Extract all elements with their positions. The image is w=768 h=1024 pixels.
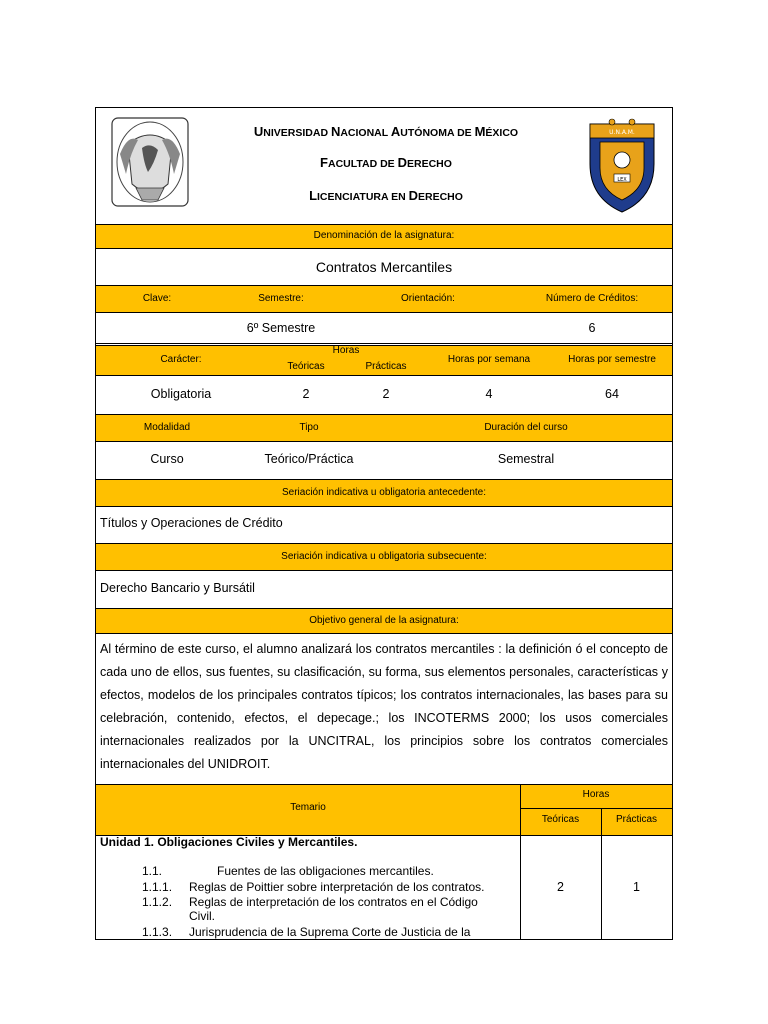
horas-label: Horas — [332, 345, 360, 356]
item-text-continued: Civil. — [189, 909, 215, 923]
facultad-shield — [586, 118, 658, 214]
objetivo-band — [96, 608, 672, 634]
semestre-label: Semestre: — [258, 293, 304, 304]
modalidad-value: Curso — [150, 452, 184, 466]
horas-semana-label: Horas por semana — [447, 354, 531, 365]
horas-subheader-divider — [520, 808, 672, 809]
item-number: 1.1.2. — [142, 895, 173, 909]
orientacion-label: Orientación: — [401, 293, 455, 304]
seriacion-antecedente-label: Seriación indicativa u obligatoria antecedente: — [281, 487, 487, 498]
temario-horas-label: Horas — [582, 789, 610, 800]
caracter-band — [96, 345, 672, 376]
unit-horas-practicas: 1 — [633, 880, 640, 894]
duracion-label: Duración del curso — [484, 422, 568, 433]
temario-teoricas-label: Teóricas — [541, 814, 580, 825]
item-number: 1.1. — [142, 864, 163, 878]
unam-seal-icon — [108, 114, 192, 210]
objetivo-text: Al término de este curso, el alumno analizará los contratos mercantiles : la definición ó el concepto de cada uno de ellos, sus fuentes, su clasificación, su forma, sus elementos personales, características y efectos, modelos de los principales contratos típicos; los contratos internacionales, las bases para su celebración, contenido, efectos, el depecage.; los INCOTERMS 2000; los usos comerciales internacionales realizados por la UNCITRAL, los principios sobre los contratos comerciales internacionales del UNIDROIT. — [100, 642, 668, 771]
horas-semestre-value: 64 — [605, 387, 619, 401]
caracter-label: Carácter: — [160, 354, 202, 365]
clave-band — [96, 285, 672, 313]
university-name: UNIVERSIDAD NACIONAL AUTÓNOMA DE MÉXICO — [253, 124, 519, 139]
practicas-label: Prácticas — [365, 361, 407, 372]
item-text: Reglas de Poittier sobre interpretación de los contratos. — [189, 880, 485, 894]
unit-horas-teoricas: 2 — [557, 880, 564, 894]
tipo-value: Teórico/Práctica — [264, 452, 354, 466]
caracter-value: Obligatoria — [150, 387, 212, 401]
shield-text-lex: LEX — [617, 177, 627, 183]
teoricas-value: 2 — [302, 387, 310, 401]
temario-practicas-label: Prácticas — [615, 814, 658, 825]
duracion-value: Semestral — [497, 452, 555, 466]
faculty-name: FACULTAD DE DERECHO — [320, 155, 452, 170]
horas-semestre-label: Horas por semestre — [568, 354, 656, 365]
denominacion-band — [96, 224, 672, 249]
tipo-label: Tipo — [299, 422, 319, 433]
creditos-value: 6 — [588, 321, 596, 335]
modalidad-band — [96, 414, 672, 442]
program-name: LICENCIATURA EN DERECHO — [309, 188, 463, 203]
seriacion-antecedente-band — [96, 479, 672, 507]
teoricas-label: Teóricas — [287, 361, 325, 372]
unam-seal — [108, 114, 192, 210]
item-text: Reglas de interpretación de los contratos en el Código — [189, 895, 478, 909]
horas-semana-value: 4 — [485, 387, 493, 401]
item-number: 1.1.3. — [142, 925, 173, 939]
temario-label: Temario — [290, 802, 326, 813]
creditos-label: Número de Créditos: — [545, 293, 639, 304]
divider — [96, 343, 672, 344]
unit-title: Unidad 1. Obligaciones Civiles y Mercantiles. — [100, 835, 358, 849]
item-text: Fuentes de las obligaciones mercantiles. — [217, 864, 434, 878]
modalidad-label: Modalidad — [143, 422, 191, 433]
seriacion-subsecuente-label: Seriación indicativa u obligatoria subsecuente: — [281, 551, 487, 562]
shield-text-top: U.N.A.M. — [609, 129, 635, 136]
facultad-shield-icon — [586, 118, 658, 214]
clave-label: Clave: — [142, 293, 172, 304]
subject-name: Contratos Mercantiles — [315, 259, 453, 275]
denominacion-label: Denominación de la asignatura: — [313, 230, 455, 241]
item-number: 1.1.1. — [142, 880, 173, 894]
syllabus-document — [95, 107, 673, 940]
item-text: Jurisprudencia de la Suprema Corte de Justicia de la — [189, 925, 471, 939]
semestre-value: 6º Semestre — [246, 321, 316, 335]
seriacion-subsecuente-value: Derecho Bancario y Bursátil — [100, 581, 255, 595]
seriacion-antecedente-value: Títulos y Operaciones de Crédito — [100, 516, 283, 530]
teoricas-practicas-divider — [601, 808, 602, 940]
practicas-value: 2 — [382, 387, 390, 401]
seriacion-subsecuente-band — [96, 543, 672, 571]
objetivo-label: Objetivo general de la asignatura: — [309, 615, 459, 626]
